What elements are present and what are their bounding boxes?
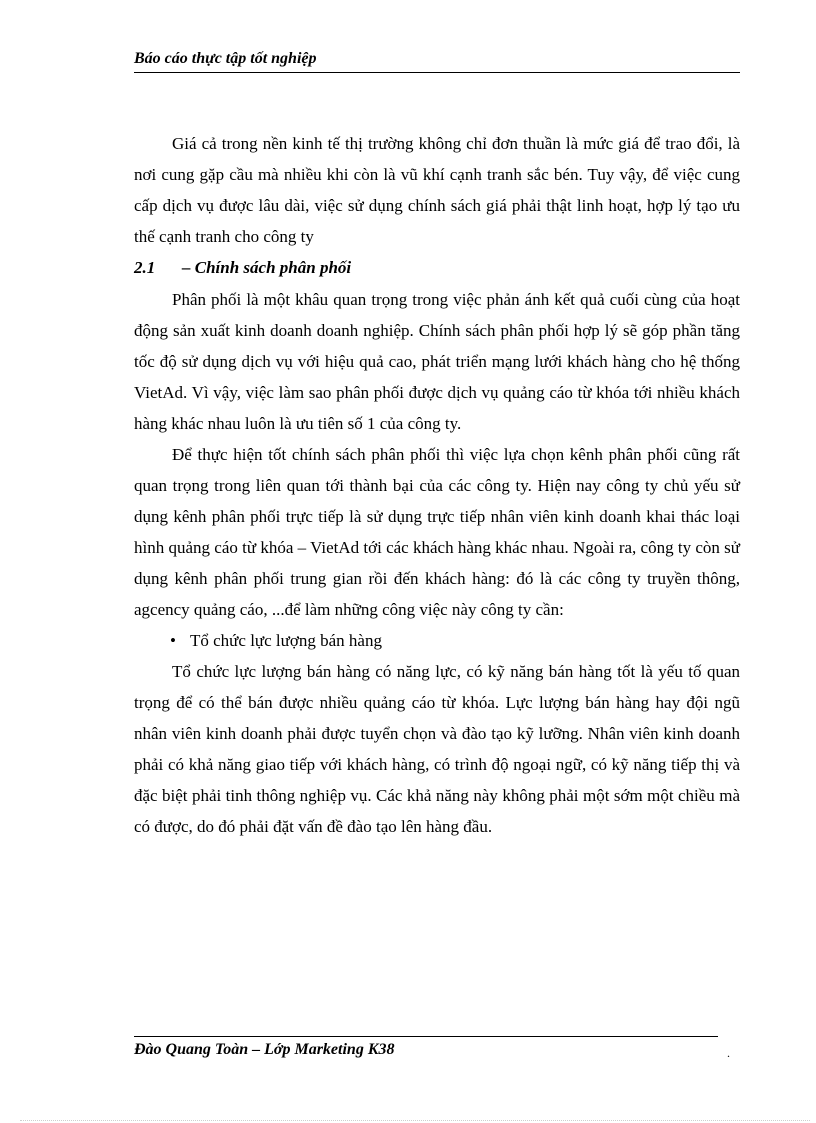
footer-mark: . bbox=[727, 1046, 730, 1060]
bullet-text: Tổ chức lực lượng bán hàng bbox=[190, 631, 382, 650]
header-title: Báo cáo thực tập tốt nghiệp bbox=[134, 50, 317, 67]
page-edge-divider bbox=[20, 1120, 810, 1121]
bullet-icon: • bbox=[170, 631, 176, 650]
paragraph-channels: Để thực hiện tốt chính sách phân phối thì việc lựa chọn kênh phân phối cũng rất quan trọng trong liên quan tới thành bại của các công ty. Hiện nay công ty chủ yếu sử dụng kênh phân phối trực tiếp là sử dụng trực tiếp nhân viên kinh doanh khai thác loại hình quảng cáo từ khóa – VietAd tới các khách hàng khác nhau. Ngoài ra, công ty còn sử dụng kênh phân phối trung gian rồi đến khách hàng: đó là các công ty truyền thông, agcency quảng cáo, ...để làm những công việc này công ty cần: bbox=[134, 445, 740, 619]
bullet-item bbox=[134, 625, 740, 656]
paragraph-sales-force: Tổ chức lực lượng bán hàng có năng lực, có kỹ năng bán hàng tốt là yếu tố quan trọng để có thể bán được nhiều quảng cáo từ khóa. Lực lượng bán hàng hay đội ngũ nhân viên kinh doanh phải được tuyển chọn và đào tạo kỹ lưỡng. Nhân viên kinh doanh phải có khả năng giao tiếp với khách hàng, có trình độ ngoại ngữ, có kỹ năng tiếp thị và đặc biệt phải tinh thông nghiệp vụ. Các khả năng này không phải một sớm một chiều mà có được, do đó phải đặt vấn đề đào tạo lên hàng đầu. bbox=[134, 662, 740, 836]
section-title: – Chính sách phân phối bbox=[182, 258, 352, 277]
intro-paragraph: Giá cả trong nền kinh tế thị trường không chỉ đơn thuần là mức giá để trao đổi, là nơi cung gặp cầu mà nhiều khi còn là vũ khí cạnh tranh sắc bén. Tuy vậy, để việc cung cấp dịch vụ được lâu dài, việc sử dụng chính sách giá phải thật linh hoạt, hợp lý tạo ưu thế cạnh tranh cho công ty bbox=[134, 134, 740, 246]
page-footer bbox=[134, 1036, 718, 1059]
document-body bbox=[134, 128, 740, 842]
footer-author: Đào Quang Toàn – Lớp Marketing K38 bbox=[134, 1041, 395, 1058]
paragraph-distribution: Phân phối là một khâu quan trọng trong việc phản ánh kết quả cuối cùng của hoạt động sản xuất kinh doanh doanh nghiệp. Chính sách phân phối hợp lý sẽ góp phần tăng tốc độ sử dụng dịch vụ với hiệu quả cao, phát triển mạng lưới khách hàng cho hệ thống VietAd. Vì vậy, việc làm sao phân phối được dịch vụ quảng cáo từ khóa tới nhiều khách hàng khác nhau luôn là ưu tiên số 1 của công ty. bbox=[134, 290, 740, 433]
section-heading bbox=[134, 252, 740, 284]
section-number: 2.1 bbox=[134, 258, 156, 277]
page-header bbox=[134, 50, 740, 73]
